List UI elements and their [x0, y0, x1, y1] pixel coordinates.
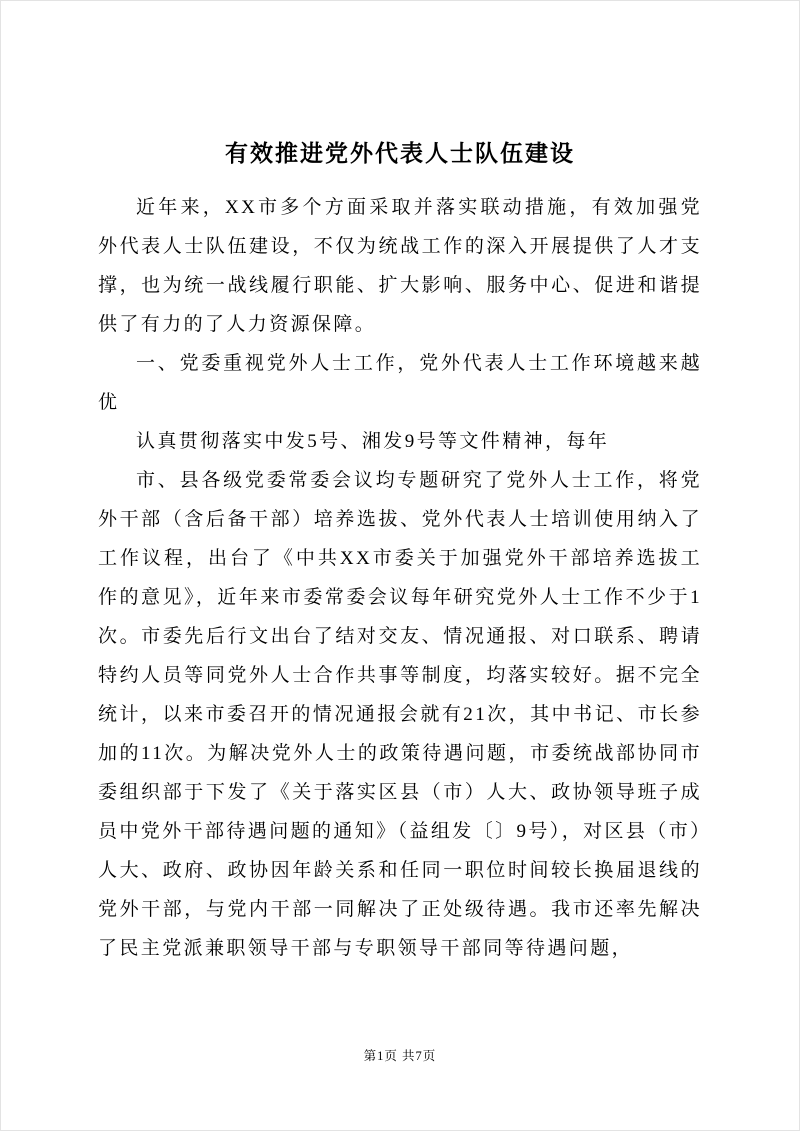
page-footer — [1, 1046, 799, 1064]
paragraph-intro: 近年来，XX市多个方面采取并落实联动措施，有效加强党外代表人士队伍建设，不仅为统战工作的深入开展提供了人才支撑，也为统一战线履行职能、扩大影响、服务中心、促进和谐提供了有力的了人力资源保障。 — [98, 197, 702, 335]
page-number-label: 第1页 共7页 — [363, 1049, 437, 1063]
paragraph-policy: 认真贯彻落实中发5号、湘发9号等文件精神，每年 — [136, 431, 610, 452]
paragraph-section-heading: 一、党委重视党外人士工作，党外代表人士工作环境越来越优 — [98, 353, 702, 413]
document-title: 有效推进党外代表人士队伍建设 — [225, 141, 575, 166]
document-content — [98, 134, 702, 968]
paragraph-body: 市、县各级党委常委会议均专题研究了党外人士工作，将党外干部（含后备干部）培养选拔、党外代表人士培训使用纳入了工作议程，出台了《中共XX市委关于加强党外干部培养选拔工作的意见》，近年来市委常委会议每年研究党外人士工作不少于1次。市委先后行文出台了结对交友、情况通报、对口联系、聘请特约人员等同党外人士合作共事等制度，均落实较好。据不完全统计，以来市委召开的情况通报会就有21次，其中书记、市长参加的11次。为解决党外人士的政策待遇问题，市委统战部协同市委组织部于下发了《关于落实区县（市）人大、政协领导班子成员中党外干部待遇问题的通知》（益组发〔〕9号），对区县（市）人大、政府、政协因年龄关系和任同一职位时间较长换届退线的党外干部，与党内干部一同解决了正处级待遇。我市还率先解决了民主党派兼职领导干部与专职领导干部同等待遇问题， — [98, 470, 703, 959]
